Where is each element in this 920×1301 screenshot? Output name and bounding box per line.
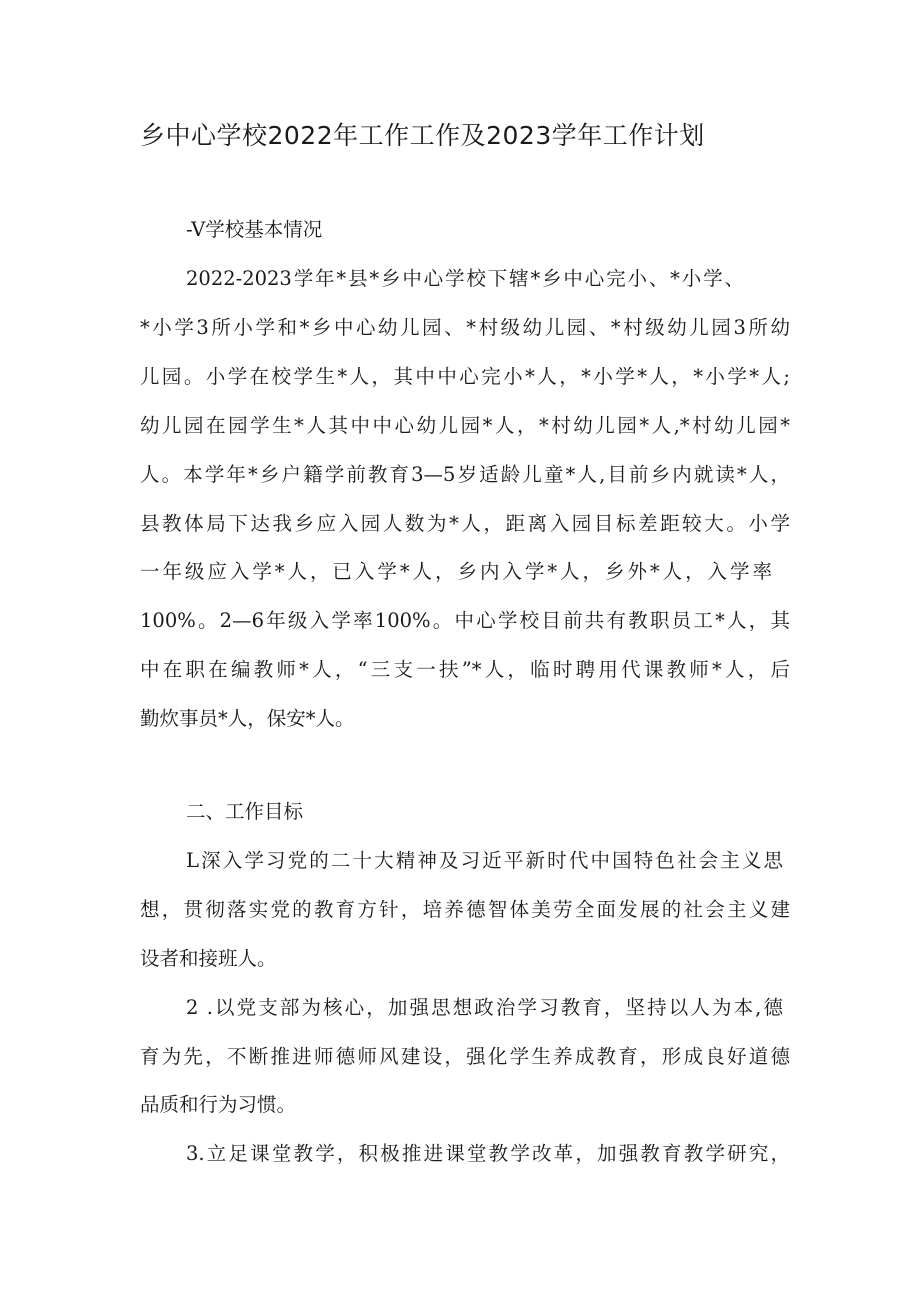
paragraph-line: 幼儿园在园学生*人其中中心幼儿园*人，*村幼儿园*人,*村幼儿园* bbox=[140, 414, 790, 437]
paragraph-line: 育为先，不断推进师德师风建设，强化学生养成教育，形成良好道德 bbox=[140, 1045, 790, 1068]
paragraph-line: 儿园。小学在校学生*人，其中中心完小*人，*小学*人，*小学*人; bbox=[140, 365, 790, 388]
paragraph-line: 3.立足课堂教学，积极推进课堂教学改革，加强教育教学研究， bbox=[186, 1142, 790, 1165]
paragraph-line: 想，贯彻落实党的教育方针，培养德智体美劳全面发展的社会主义建 bbox=[140, 898, 790, 921]
paragraph-line: 品质和行为习惯。 bbox=[140, 1093, 297, 1116]
paragraph-line: 中在职在编教师*人，“三支一扶”*人，临时聘用代课教师*人，后 bbox=[140, 658, 790, 681]
paragraph-line: L深入学习党的二十大精神及习近平新时代中国特色社会主义思 bbox=[186, 849, 783, 872]
paragraph-line: *小学3所小学和*乡中心幼儿园、*村级幼儿园、*村级幼儿园3所幼 bbox=[140, 316, 790, 339]
paragraph-line: 县教体局下达我乡应入园人数为*人，距离入园目标差距较大。小学 bbox=[140, 512, 790, 535]
section-heading-work-goals: 二、工作目标 bbox=[186, 800, 304, 823]
paragraph-line: 勤炊事员*人，保安*人。 bbox=[140, 707, 355, 730]
document-title: 乡中心学校2022年工作工作及2023学年工作计划 bbox=[140, 121, 705, 150]
paragraph-line: 2022-2023学年*县*乡中心学校下辖*乡中心完小、*小学、 bbox=[186, 267, 744, 290]
paragraph-line: 100%。2—6年级入学率100%。中心学校目前共有教职员工*人，其 bbox=[140, 609, 790, 632]
paragraph-line: 一年级应入学*人，已入学*人，乡内入学*人，乡外*人，入学率 bbox=[140, 560, 772, 583]
paragraph-line: 人。本学年*乡户籍学前教育3—5岁适龄儿童*人,目前乡内就读*人， bbox=[140, 463, 790, 486]
section-heading-basic-info: -V学校基本情况 bbox=[186, 218, 323, 241]
paragraph-line: 2 .以党支部为核心，加强思想政治学习教育，坚持以人为本,德 bbox=[186, 996, 783, 1019]
paragraph-line: 设者和接班人。 bbox=[140, 947, 277, 970]
